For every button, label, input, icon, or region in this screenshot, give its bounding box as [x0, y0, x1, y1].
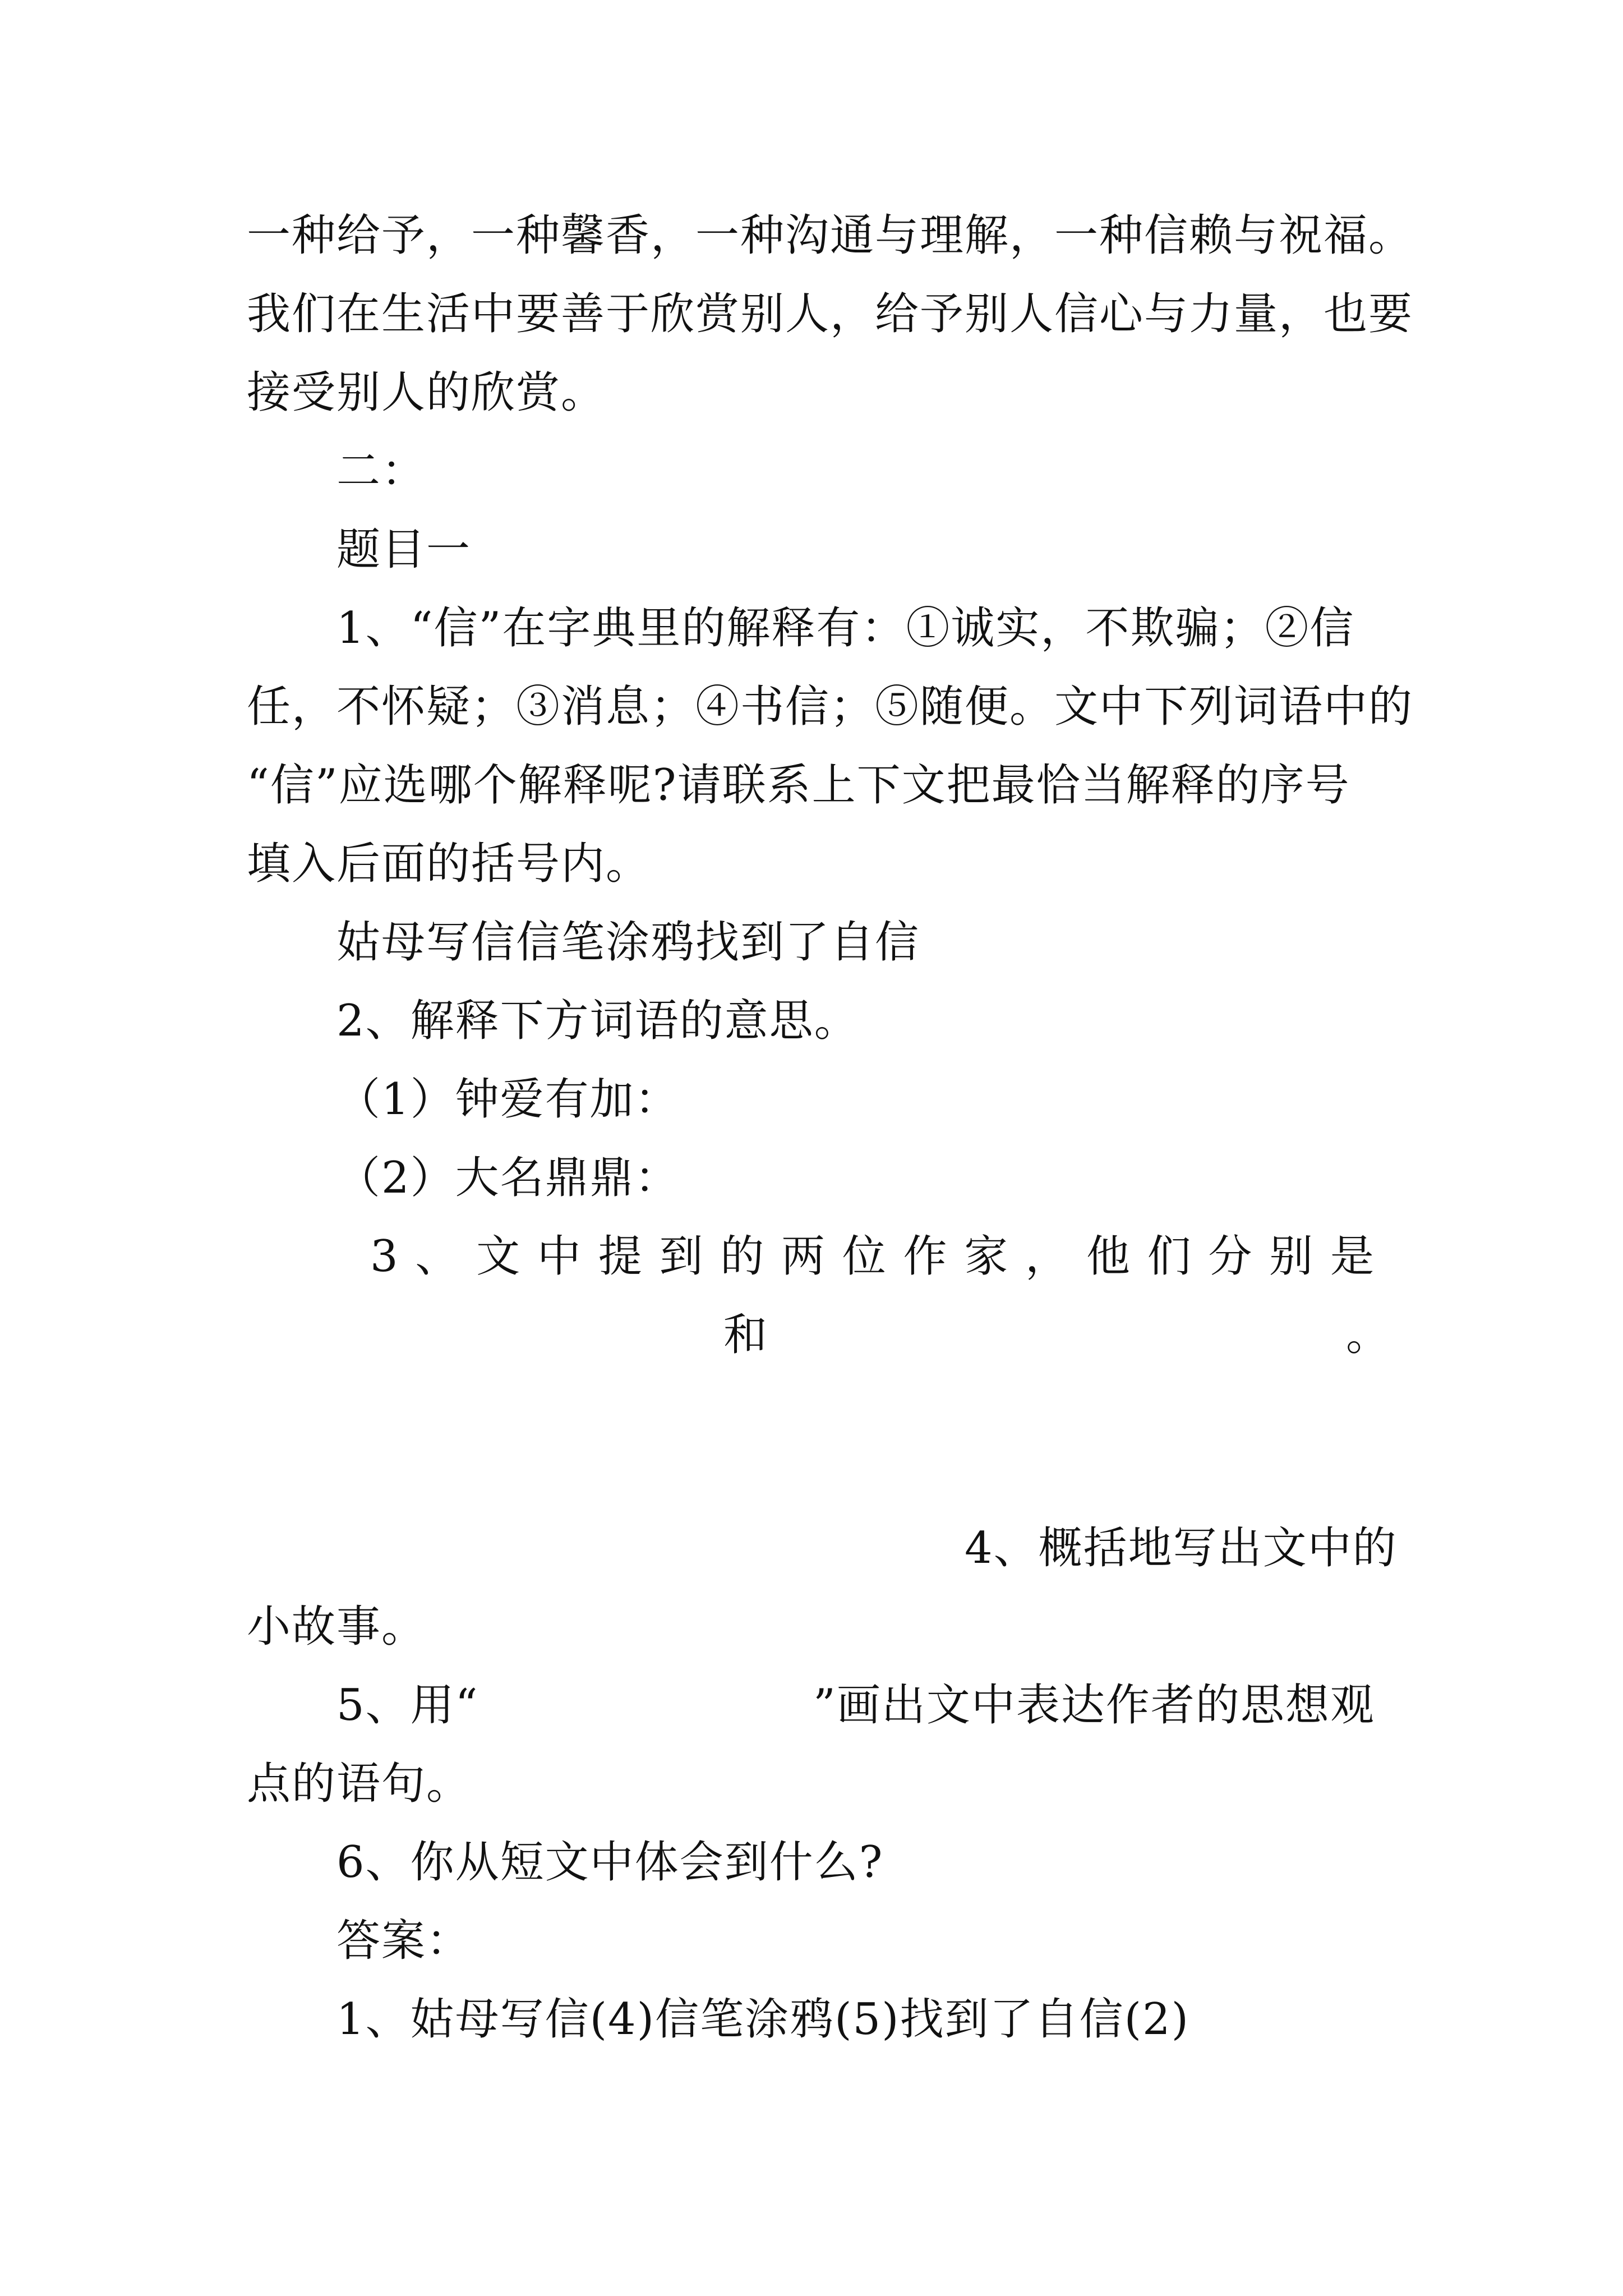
text-line: 我们在生活中要善于欣赏别人，给予别人信心与力量，也要 [247, 289, 1414, 339]
text-line: 接受别人的欣赏。 [247, 367, 606, 418]
question-6-line: 6、你从短文中体会到什么? [336, 1837, 884, 1888]
question-3-line [370, 1228, 1374, 1285]
question-1-words: 姑母写信信笔涂鸦找到了自信 [336, 917, 920, 968]
question-2-item: （2）大名鼎鼎： [336, 1153, 680, 1203]
question-3-connector: 和 [723, 1310, 769, 1360]
question-4-line: 4、概括地写出文中的 [965, 1523, 1398, 1573]
question-3-char: 别 [1269, 1231, 1313, 1282]
question-3-char: ， [1025, 1231, 1069, 1282]
question-3-char: 两 [781, 1231, 825, 1282]
question-3-char: 文 [476, 1231, 520, 1282]
answer-heading: 答案： [336, 1916, 472, 1966]
answer-line: 1、姑母写信(4)信笔涂鸦(5)找到了自信(2) [336, 1994, 1190, 2045]
question-3-char: 中 [537, 1231, 581, 1282]
question-3-char: 、 [415, 1231, 459, 1282]
question-3-char: 分 [1208, 1231, 1252, 1282]
question-3-char: 是 [1330, 1231, 1374, 1282]
question-1-line: 任，不怀疑；③消息；④书信；⑤随便。文中下列词语中的 [247, 682, 1414, 732]
question-3-char: 到 [659, 1231, 703, 1282]
question-1-line: 填入后面的括号内。 [247, 839, 651, 889]
section-heading: 二： [336, 446, 427, 496]
question-2-line: 2、解释下方词语的意思。 [336, 996, 859, 1046]
question-3-end: 。 [1346, 1310, 1391, 1360]
question-2-item: （1）钟爱有加： [336, 1074, 680, 1125]
question-3-char: 提 [598, 1231, 642, 1282]
question-3-char: 他 [1086, 1231, 1130, 1282]
question-1-line: 1、“信”在字典里的解释有：①诚实，不欺骗；②信 [336, 603, 1355, 654]
question-3-char: 位 [842, 1231, 886, 1282]
question-3-char: 家 [964, 1231, 1008, 1282]
question-1-line: “信”应选哪个解释呢?请联系上下文把最恰当解释的序号 [247, 760, 1350, 811]
question-5-line: 点的语句。 [247, 1759, 472, 1809]
question-3-char: 们 [1147, 1231, 1191, 1282]
question-3-char: 3 [370, 1231, 398, 1282]
question-3-char: 作 [903, 1231, 947, 1282]
question-5-open: 5、用“ [336, 1680, 479, 1731]
question-set-title: 题目一 [336, 524, 472, 575]
question-5-close: ”画出文中表达作者的思想观 [813, 1680, 1375, 1731]
question-4-line: 小故事。 [247, 1602, 427, 1652]
question-3-char: 的 [720, 1231, 764, 1282]
text-line: 一种给予，一种馨香，一种沟通与理解，一种信赖与祝福。 [247, 210, 1414, 261]
